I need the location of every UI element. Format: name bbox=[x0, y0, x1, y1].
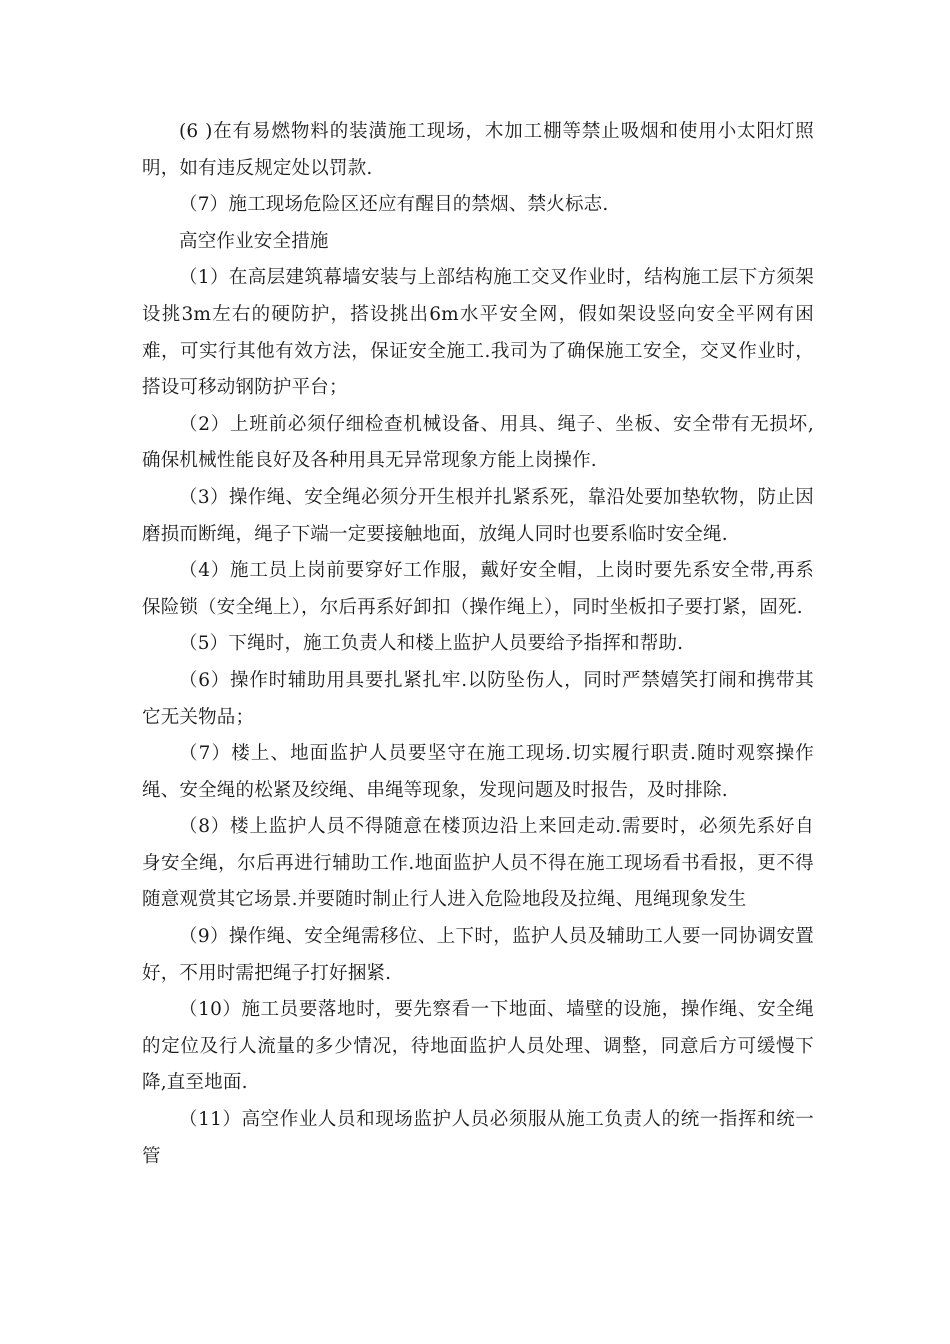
paragraph-safety-rule-1: （1）在高层建筑幕墙安装与上部结构施工交叉作业时，结构施工层下方须架设挑3m左右的硬防护，搭设挑出6m水平安全网，假如架设竖向安全平网有困难，可实行其他有效方法，保证安全施工.我司为了确保施工安全，交叉作业时，搭设可移动钢防护平台； bbox=[142, 267, 814, 399]
paragraph-safety-rule-6: （6）操作时辅助用具要扎紧扎牢.以防坠伤人，同时严禁嬉笑打闹和携带其它无关物品； bbox=[142, 669, 814, 728]
paragraph-fire-rule-7: （7）施工现场危险区还应有醒目的禁烟、禁火标志. bbox=[179, 194, 609, 216]
document-body bbox=[142, 114, 814, 1175]
paragraph-safety-rule-9: （9）操作绳、安全绳需移位、上下时，监护人员及辅助工人要一同协调安置好，不用时需把绳子打好捆紧. bbox=[142, 926, 814, 984]
paragraph-safety-rule-7: （7）楼上、地面监护人员要坚守在施工现场.切实履行职责.随时观察操作绳、安全绳的松紧及绞绳、串绳等现象，发现问题及时报告，及时排除. bbox=[142, 743, 814, 801]
paragraph-safety-rule-11: （11）高空作业人员和现场监护人员必须服从施工负责人的统一指挥和统一管 bbox=[142, 1109, 814, 1167]
paragraph-safety-rule-3: （3）操作绳、安全绳必须分开生根并扎紧系死，靠沿处要加垫软物，防止因磨损而断绳，绳子下端一定要接触地面，放绳人同时也要系临时安全绳. bbox=[142, 486, 814, 545]
paragraph-safety-rule-4: （4）施工员上岗前要穿好工作服，戴好安全帽，上岗时要先系安全带,再系保险锁（安全绳上），尔后再系好卸扣（操作绳上），同时坐板扣子要打紧，固死. bbox=[142, 560, 814, 618]
section-heading-high-altitude-safety: 高空作业安全措施 bbox=[179, 230, 329, 252]
paragraph-safety-rule-8: （8）楼上监护人员不得随意在楼顶边沿上来回走动.需要时，必须先系好自身安全绳，尔后再进行辅助工作.地面监护人员不得在施工现场看书看报，更不得随意观赏其它场景.并要随时制止行人进入危险地段及拉绳、甩绳现象发生 bbox=[142, 816, 814, 911]
paragraph-safety-rule-5: （5）下绳时，施工负责人和楼上监护人员要给予指挥和帮助. bbox=[179, 633, 684, 655]
paragraph-fire-rule-6: (6 )在有易燃物料的装潢施工现场，木加工棚等禁止吸烟和使用小太阳灯照明，如有违反规定处以罚款. bbox=[142, 121, 814, 179]
paragraph-safety-rule-10: （10）施工员要落地时，要先察看一下地面、墙壁的设施，操作绳、安全绳的定位及行人流量的多少情况，待地面监护人员处理、调整，同意后方可缓慢下降,直至地面. bbox=[142, 999, 814, 1094]
paragraph-safety-rule-2: （2）上班前必须仔细检查机械设备、用具、绳子、坐板、安全带有无损坏,确保机械性能良好及各种用具无异常现象方能上岗操作. bbox=[142, 413, 814, 472]
